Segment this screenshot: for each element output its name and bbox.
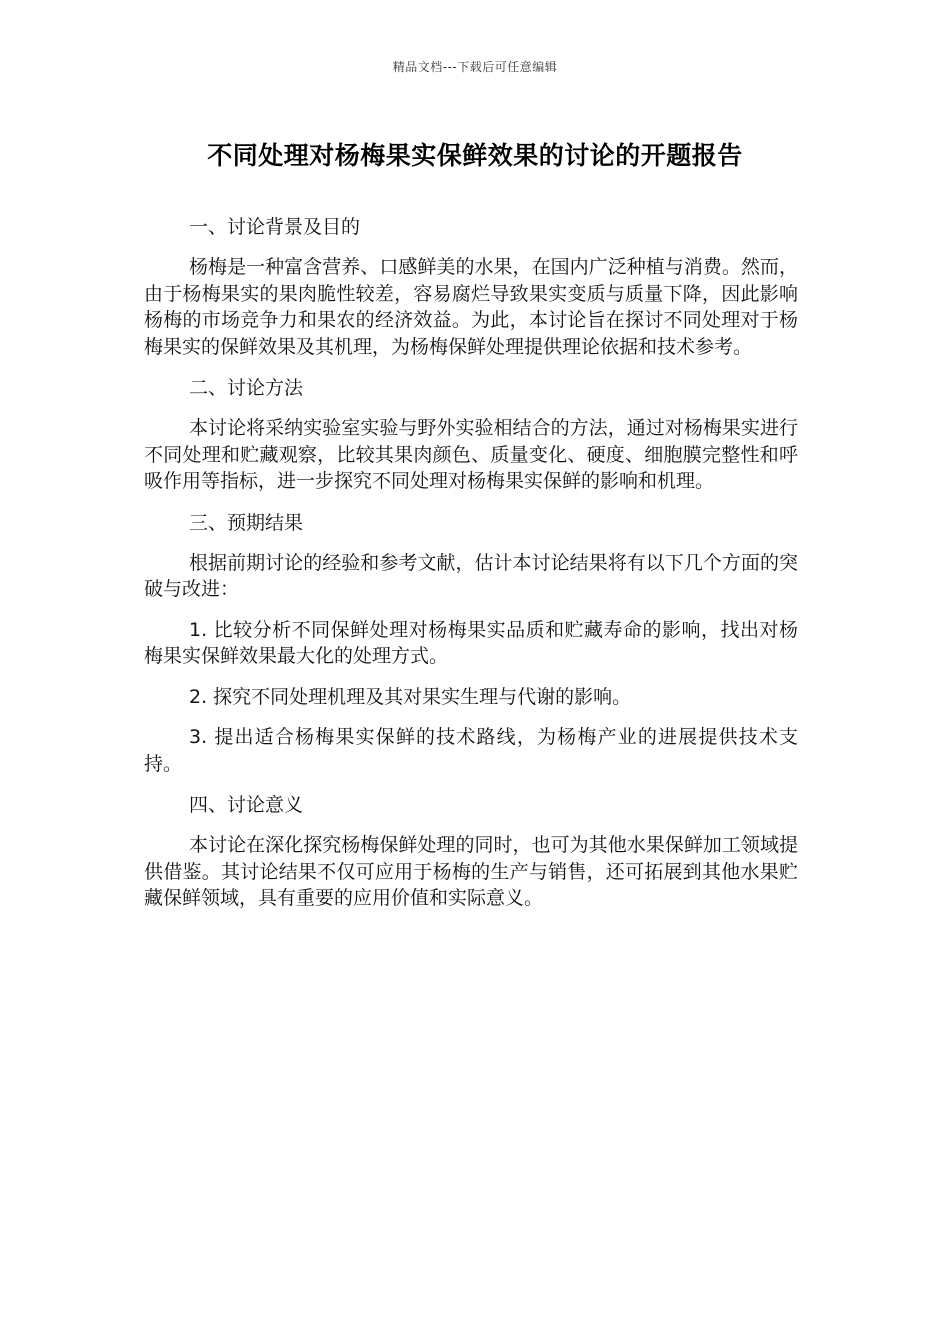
paragraph: 根据前期讨论的经验和参考文献，估计本讨论结果将有以下几个方面的突破与改进： bbox=[144, 551, 798, 600]
list-item: 3. 提出适合杨梅果实保鲜的技术路线，为杨梅产业的进展提供技术支持。 bbox=[144, 726, 798, 775]
list-item: 1. 比较分析不同保鲜处理对杨梅果实品质和贮藏寿命的影响，找出对杨梅果实保鲜效果最大化的处理方式。 bbox=[144, 618, 798, 667]
document-body bbox=[144, 213, 798, 926]
section-heading: 三、预期结果 bbox=[189, 511, 304, 534]
document-title: 不同处理对杨梅果实保鲜效果的讨论的开题报告 bbox=[207, 141, 743, 170]
section-significance bbox=[144, 791, 798, 912]
header-note: 精品文档---下载后可任意编辑 bbox=[392, 60, 558, 74]
section-heading: 四、讨论意义 bbox=[189, 794, 304, 816]
paragraph: 本讨论将采纳实验室实验与野外实验相结合的方法，通过对杨梅果实进行不同处理和贮藏观察，比较其果肉颜色、质量变化、硬度、细胞膜完整性和呼吸作用等指标，进一步探究不同处理对杨梅果实保鲜的影响和机理。 bbox=[144, 417, 798, 492]
list-item: 2. 探究不同处理机理及其对果实生理与代谢的影响。 bbox=[189, 685, 632, 708]
paragraph: 杨梅是一种富含营养、口感鲜美的水果，在国内广泛种植与消费。然而，由于杨梅果实的果肉脆性较差，容易腐烂导致果实变质与质量下降，因此影响杨梅的市场竞争力和果农的经济效益。为此，本讨论旨在探讨不同处理对于杨梅果实的保鲜效果及其机理，为杨梅保鲜处理提供理论依据和技术参考。 bbox=[144, 256, 798, 358]
section-expected-results bbox=[144, 509, 798, 778]
section-background bbox=[144, 213, 798, 360]
section-methods bbox=[144, 374, 798, 495]
section-heading: 二、讨论方法 bbox=[189, 377, 304, 399]
paragraph: 本讨论在深化探究杨梅保鲜处理的同时，也可为其他水果保鲜加工领域提供借鉴。其讨论结果不仅可应用于杨梅的生产与销售，还可拓展到其他水果贮藏保鲜领域，具有重要的应用价值和实际意义。 bbox=[144, 834, 798, 909]
section-heading: 一、讨论背景及目的 bbox=[189, 216, 361, 238]
